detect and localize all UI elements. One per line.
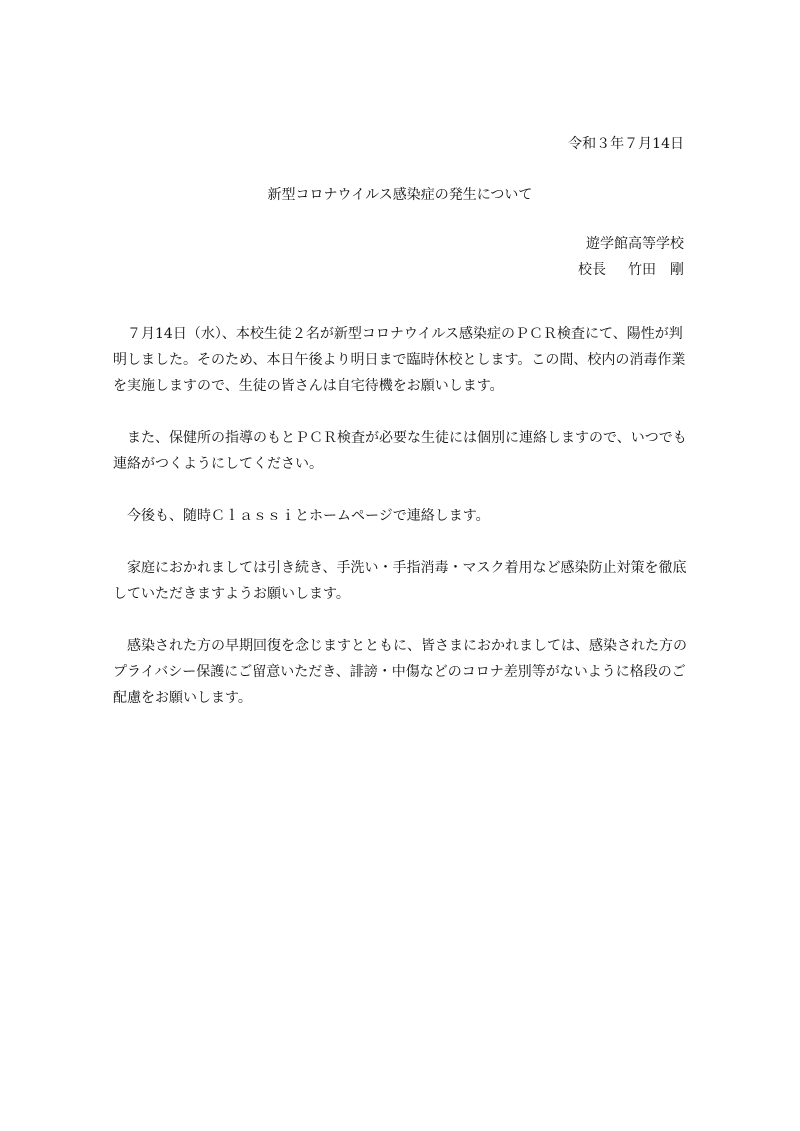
body-paragraph-3: 今後も、随時Ｃｌａｓｓｉとホームページで連絡します。 <box>127 508 490 524</box>
notice-date: 令和３年７月14日 <box>568 136 684 152</box>
body-paragraph-1: ７月14日（水）、本校生徒２名が新型コロナウイルス感染症のＰＣＲ検査にて、陽性が判明しました。そのため、本日午後より明日まで臨時休校とします。この間、校内の消毒作業を実施しますので、生徒の皆さんは自宅待機をお願いします。 <box>113 326 686 394</box>
principal-name: 竹田 剛 <box>628 262 684 278</box>
sender-block <box>578 231 684 283</box>
body-paragraph-4: 家庭におかれましては引き続き、手洗い・手指消毒・マスク着用など感染防止対策を徹底していただきますようお願いします。 <box>113 560 687 602</box>
notice-body <box>113 321 688 737</box>
notice-title: 新型コロナウイルス感染症の発生について <box>267 187 533 203</box>
principal-role: 校長 <box>578 262 606 278</box>
body-paragraph-5: 感染された方の早期回復を念じますとともに、皆さまにおかれましては、感染された方のプライバシー保護にご留意いただき、誹謗・中傷などのコロナ差別等がないように格段のご配慮をお願いします。 <box>113 638 687 706</box>
school-name: 遊学館高等学校 <box>586 236 684 252</box>
body-paragraph-2: また、保健所の指導のもとＰＣＲ検査が必要な生徒には個別に連絡しますので、いつでも連絡がつくようにしてください。 <box>113 430 687 472</box>
principal-line <box>578 257 684 283</box>
